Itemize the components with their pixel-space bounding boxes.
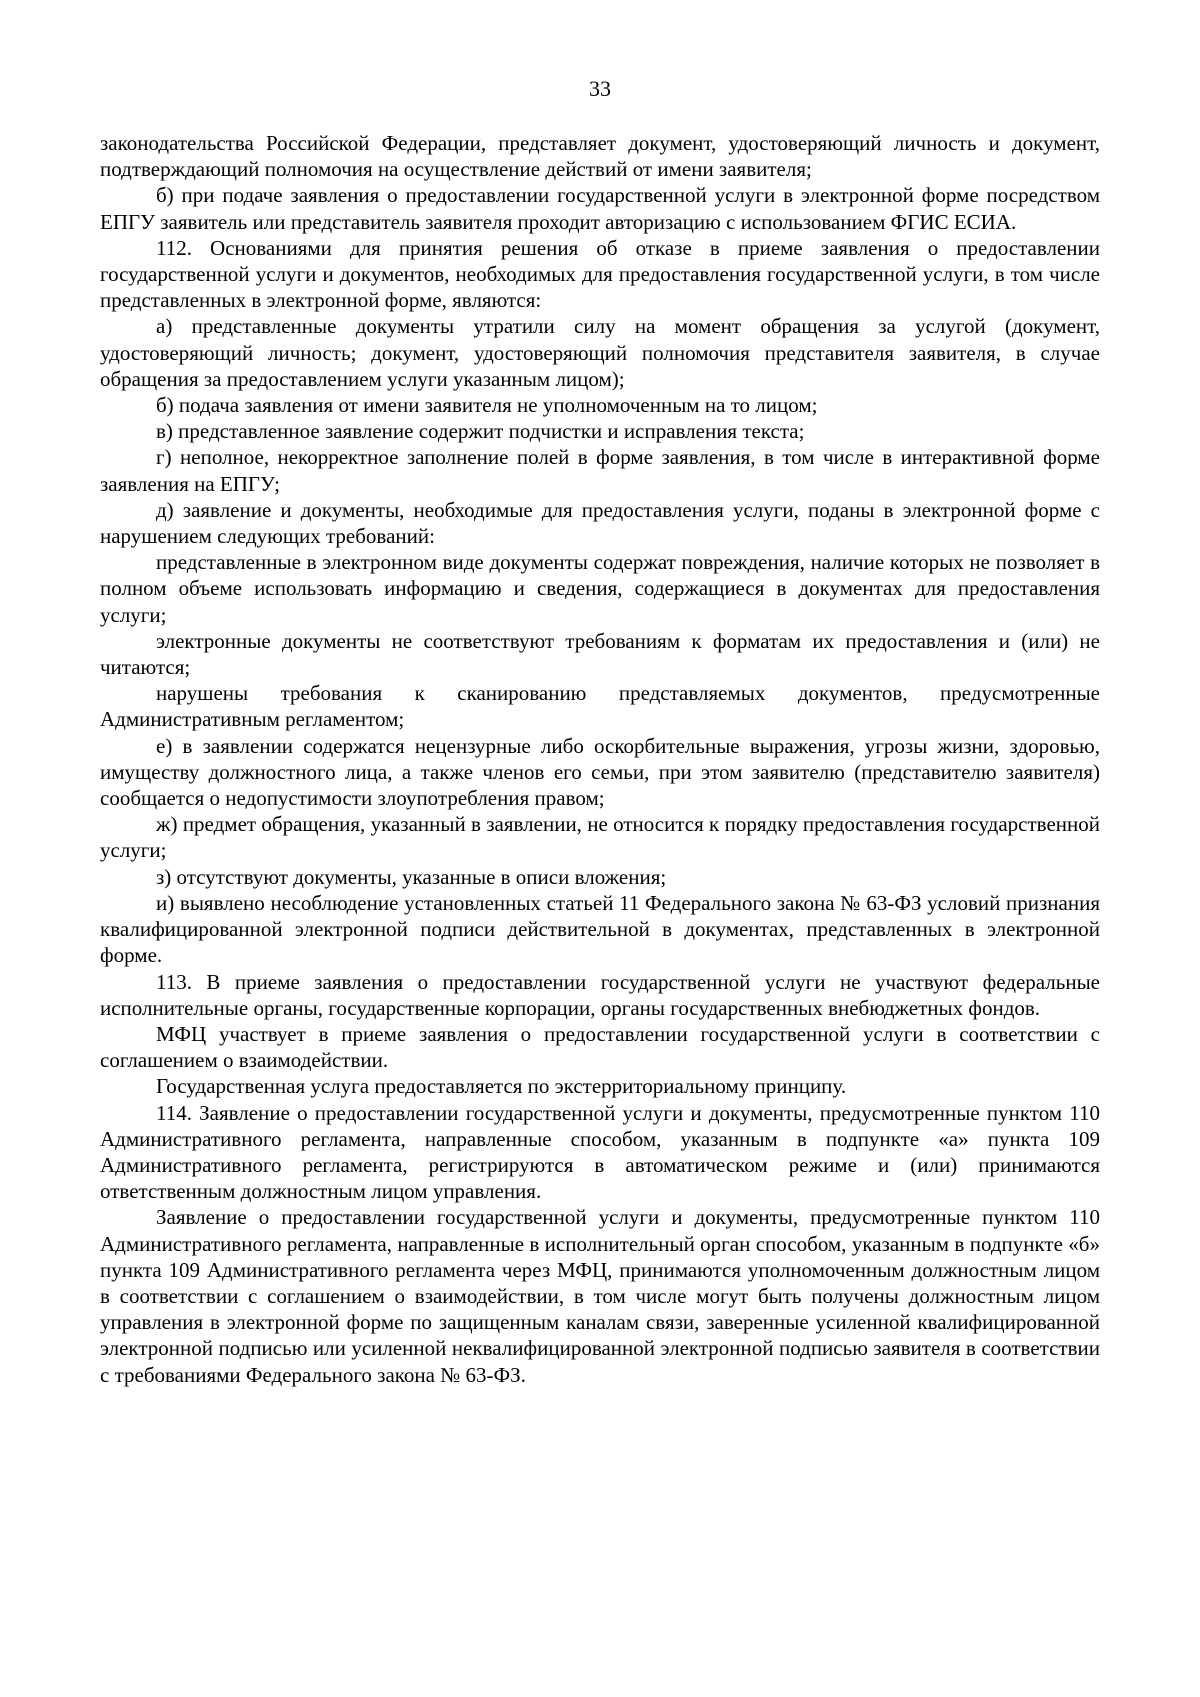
paragraph: а) представленные документы утратили силу на момент обращения за услугой (документ, удостоверяющий личность; документ, удостоверяющий полномочия представителя заявителя, в случае обращения за предоставлением услуги указанным лицом); bbox=[100, 314, 1100, 391]
paragraph: 113. В приеме заявления о предоставлении государственной услуги не участвуют федеральные исполнительные органы, государственные корпорации, органы государственных внебюджетных фондов. bbox=[100, 969, 1100, 1020]
paragraph: ж) предмет обращения, указанный в заявлении, не относится к порядку предоставления государственной услуги; bbox=[100, 812, 1100, 863]
paragraph: б) при подаче заявления о предоставлении государственной услуги в электронной форме посредством ЕПГУ заявитель или представитель заявителя проходит авторизацию с использованием ФГИС ЕСИА. bbox=[100, 183, 1100, 234]
paragraph: е) в заявлении содержатся нецензурные либо оскорбительные выражения, угрозы жизни, здоровью, имуществу должностного лица, а также членов его семьи, при этом заявителю (представителю заявителя) сообщается о недопустимости злоупотребления правом; bbox=[100, 733, 1100, 811]
document-body bbox=[100, 130, 1100, 1388]
paragraph: электронные документы не соответствуют требованиям к форматам их предоставления и (или) не читаются; bbox=[100, 628, 1100, 680]
paragraph: 112. Основаниями для принятия решения об отказе в приеме заявления о предоставлении государственной услуги и документов, необходимых для предоставления государственной услуги, в том числе представленных в электронной форме, являются: bbox=[100, 235, 1100, 313]
paragraph: в) представленное заявление содержит подчистки и исправления текста; bbox=[156, 419, 805, 444]
paragraph: и) выявлено несоблюдение установленных статьей 11 Федерального закона № 63-ФЗ условий признания квалифицированной электронной подписи действительной в документах, представленных в электронной форме. bbox=[100, 890, 1100, 968]
paragraph: д) заявление и документы, необходимые для предоставления услуги, поданы в электронной форме с нарушением следующих требований: bbox=[100, 497, 1100, 549]
paragraph: 114. Заявление о предоставлении государственной услуги и документы, предусмотренные пунктом 110 Административного регламента, направленные способом, указанным в подпункте «а» пункта 109 Административного регламента, регистрируются в автоматическом режиме и (или) принимаются ответственным должностным лицом управления. bbox=[100, 1100, 1100, 1204]
paragraph: представленные в электронном виде документы содержат повреждения, наличие которых не позволяет в полном объеме использовать информацию и сведения, содержащиеся в документах для предоставления услуги; bbox=[100, 550, 1100, 627]
paragraph: б) подача заявления от имени заявителя не уполномоченным на то лицом; bbox=[156, 393, 818, 418]
page-number: 33 bbox=[589, 76, 611, 101]
paragraph: Заявление о предоставлении государственной услуги и документы, предусмотренные пунктом 110 Административного регламента, направленные в исполнительный орган способом, указанным в подпункте «б» пункта 109 Административного регламента через МФЦ, принимаются уполномоченным должностным лицом в соответствии с соглашением о взаимодействии, в том числе могут быть получены должностным лицом управления в электронной форме по защищенным каналам связи, заверенные усиленной квалифицированной электронной подписью или усиленной неквалифицированной электронной подписью заявителя в соответствии с требованиями Федерального закона № 63-ФЗ. bbox=[100, 1205, 1100, 1387]
paragraph: Государственная услуга предоставляется по экстерриториальному принципу. bbox=[156, 1074, 847, 1099]
paragraph: г) неполное, некорректное заполнение полей в форме заявления, в том числе в интерактивной форме заявления на ЕПГУ; bbox=[100, 445, 1100, 496]
paragraph: законодательства Российской Федерации, представляет документ, удостоверяющий личность и документ, подтверждающий полномочия на осуществление действий от имени заявителя; bbox=[100, 131, 1100, 182]
paragraph: з) отсутствуют документы, указанные в описи вложения; bbox=[156, 864, 667, 889]
paragraph: МФЦ участвует в приеме заявления о предоставлении государственной услуги в соответствии с соглашением о взаимодействии. bbox=[100, 1021, 1100, 1073]
paragraph: нарушены требования к сканированию представляемых документов, предусмотренные Административным регламентом; bbox=[100, 681, 1100, 732]
